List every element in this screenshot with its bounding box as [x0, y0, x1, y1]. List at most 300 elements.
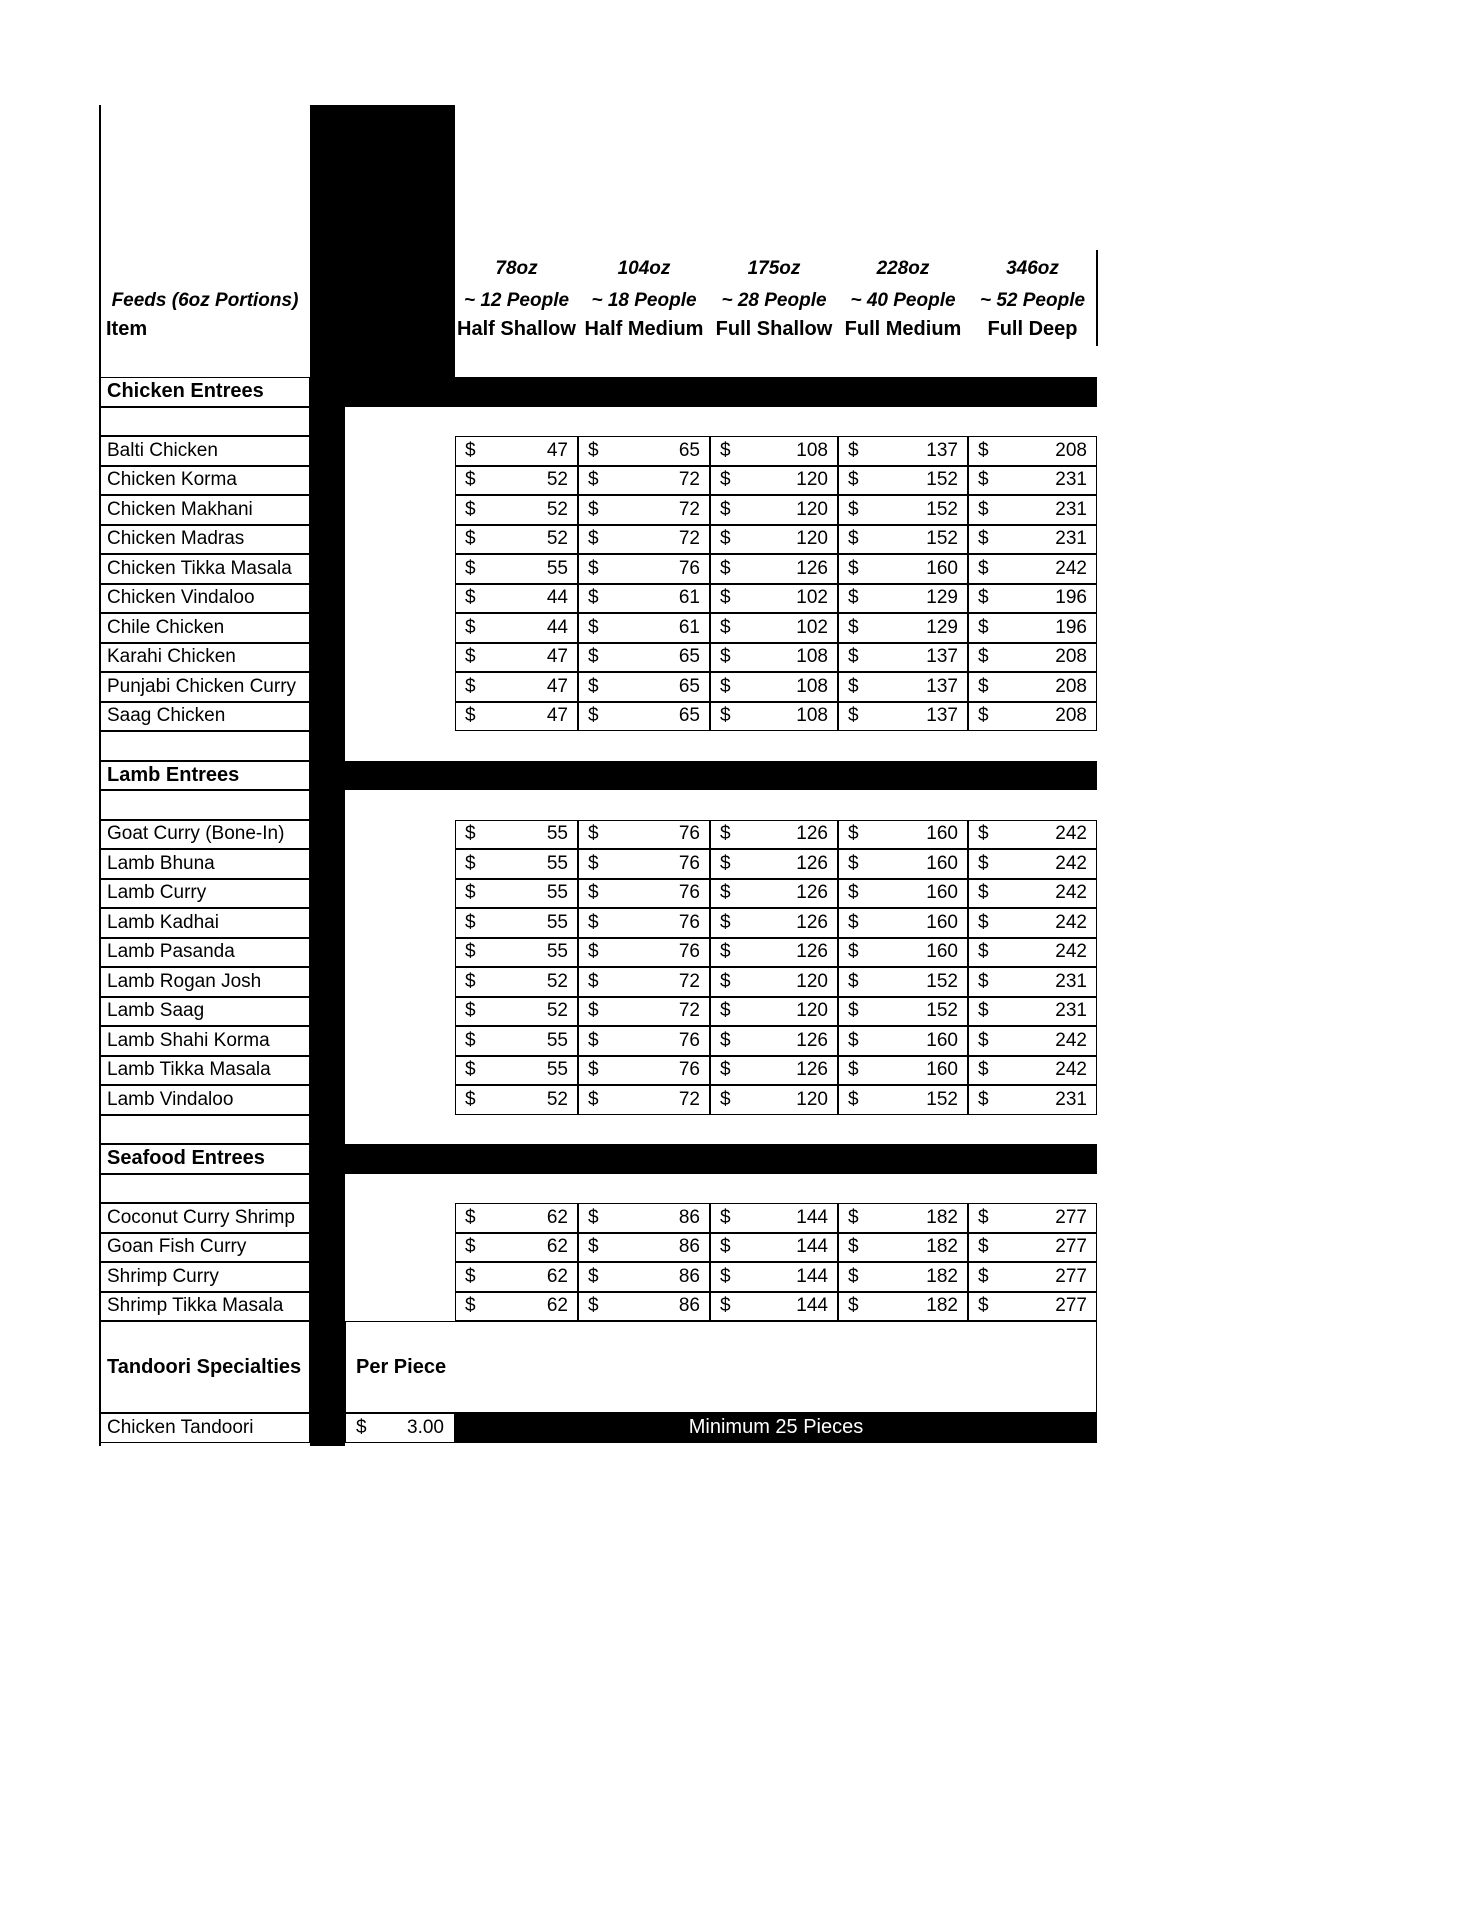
currency-symbol: $: [588, 705, 599, 727]
price-value: 47: [546, 705, 568, 727]
currency-symbol: $: [720, 528, 731, 550]
price-value: 76: [678, 882, 700, 904]
price-value: 65: [678, 675, 700, 697]
price-cell: [578, 466, 710, 496]
currency-symbol: $: [588, 498, 599, 520]
stripe-gap: [310, 1085, 345, 1115]
price-value: 182: [926, 1295, 958, 1317]
currency-symbol: $: [978, 705, 989, 727]
currency-symbol: $: [720, 469, 731, 491]
price-value: 62: [546, 1265, 568, 1287]
currency-symbol: $: [465, 498, 476, 520]
price-value: 137: [926, 705, 958, 727]
price-cell: [455, 702, 578, 732]
currency-symbol: $: [465, 1206, 476, 1228]
currency-symbol: $: [588, 1029, 599, 1051]
price-cell: [455, 584, 578, 614]
size-label: 175oz: [747, 258, 801, 279]
row-indent: [0, 761, 100, 791]
currency-symbol: $: [588, 1059, 599, 1081]
price-value: 231: [1055, 1088, 1087, 1110]
currency-symbol: $: [465, 852, 476, 874]
row-indent: [0, 967, 100, 997]
price-cell: [838, 1262, 968, 1292]
currency-symbol: $: [465, 469, 476, 491]
people-label: ~ 40 People: [850, 290, 956, 311]
row-indent: [0, 702, 100, 732]
people-label: ~ 18 People: [591, 290, 697, 311]
stripe-gap: [310, 466, 345, 496]
currency-symbol: $: [978, 1236, 989, 1258]
column-gap: [345, 849, 455, 879]
currency-symbol: $: [978, 528, 989, 550]
price-cell: [968, 1262, 1097, 1292]
feeds-label: Feeds (6oz Portions): [111, 290, 299, 311]
price-value: 102: [796, 616, 828, 638]
price-value: 231: [1055, 498, 1087, 520]
empty-name-cell: [100, 1174, 310, 1204]
item-name: Chicken Tandoori: [100, 1413, 310, 1443]
blank-row: [0, 407, 1484, 437]
price-cell: [578, 967, 710, 997]
currency-symbol: $: [588, 587, 599, 609]
currency-symbol: $: [720, 1206, 731, 1228]
item-name: Punjabi Chicken Curry: [100, 672, 310, 702]
price-value: 144: [796, 1206, 828, 1228]
people-label: ~ 12 People: [463, 290, 570, 311]
row-indent: [0, 407, 100, 437]
price-value: 3.00: [407, 1416, 444, 1438]
blank-row: [0, 1115, 1484, 1145]
currency-symbol: $: [720, 1236, 731, 1258]
row-indent: [0, 1233, 100, 1263]
currency-symbol: $: [588, 1000, 599, 1022]
column-gap: [345, 643, 455, 673]
currency-symbol: $: [848, 705, 859, 727]
price-cell: [838, 1026, 968, 1056]
price-cell: [838, 820, 968, 850]
item-row: [0, 554, 1484, 584]
price-value: 144: [796, 1236, 828, 1258]
item-name: Chicken Makhani: [100, 495, 310, 525]
price-cell: [968, 820, 1097, 850]
stripe-gap: [310, 1321, 345, 1413]
price-value: 72: [678, 970, 700, 992]
stripe-gap: [310, 820, 345, 850]
price-value: 144: [796, 1265, 828, 1287]
price-cell: [455, 1262, 578, 1292]
currency-symbol: $: [848, 1000, 859, 1022]
stripe-gap: [310, 495, 345, 525]
pan-label: Half Medium: [584, 318, 704, 340]
price-cell: [578, 613, 710, 643]
currency-symbol: $: [720, 646, 731, 668]
price-cell: [578, 584, 710, 614]
price-cell: [710, 820, 838, 850]
stripe-gap: [310, 849, 345, 879]
item-name: Chicken Madras: [100, 525, 310, 555]
currency-symbol: $: [465, 557, 476, 579]
price-value: 52: [546, 970, 568, 992]
price-cell: [455, 1203, 578, 1233]
row-indent: [0, 525, 100, 555]
price-value: 160: [926, 941, 958, 963]
price-cell: [838, 495, 968, 525]
row-indent: [0, 1056, 100, 1086]
item-name: Goat Curry (Bone-In): [100, 820, 310, 850]
price-cell: [838, 849, 968, 879]
price-cell: [345, 1413, 455, 1443]
currency-symbol: $: [720, 587, 731, 609]
column-gap: [345, 584, 455, 614]
item-name: Lamb Tikka Masala: [100, 1056, 310, 1086]
price-cell: [578, 672, 710, 702]
price-cell: [455, 1026, 578, 1056]
price-cell: [838, 525, 968, 555]
price-value: 129: [926, 616, 958, 638]
price-cell: [838, 672, 968, 702]
size-label: 228oz: [876, 258, 930, 279]
currency-symbol: $: [465, 1059, 476, 1081]
price-cell: [578, 997, 710, 1027]
price-cell: [838, 967, 968, 997]
price-value: 182: [926, 1236, 958, 1258]
price-value: 160: [926, 852, 958, 874]
price-value: 120: [796, 1088, 828, 1110]
stripe-gap: [310, 613, 345, 643]
column-gap: [345, 938, 455, 968]
currency-symbol: $: [978, 439, 989, 461]
price-value: 144: [796, 1295, 828, 1317]
minimum-note-bar: Minimum 25 Pieces: [455, 1413, 1097, 1443]
price-cell: [838, 1203, 968, 1233]
price-value: 208: [1055, 646, 1087, 668]
currency-symbol: $: [588, 528, 599, 550]
stripe-gap: [310, 554, 345, 584]
item-row: [0, 997, 1484, 1027]
price-cell: [710, 466, 838, 496]
price-cell: [838, 643, 968, 673]
price-cell: [710, 1262, 838, 1292]
price-cell: [968, 849, 1097, 879]
price-value: 76: [678, 911, 700, 933]
item-name: Lamb Kadhai: [100, 908, 310, 938]
price-value: 152: [926, 498, 958, 520]
stripe-gap: [310, 584, 345, 614]
header-black-block: [310, 105, 455, 377]
price-cell: [710, 908, 838, 938]
price-value: 120: [796, 469, 828, 491]
currency-symbol: $: [848, 587, 859, 609]
item-row: [0, 1233, 1484, 1263]
item-row: [0, 672, 1484, 702]
price-value: 108: [796, 705, 828, 727]
price-cell: [968, 938, 1097, 968]
currency-symbol: $: [588, 646, 599, 668]
price-cell: [968, 613, 1097, 643]
price-value: 62: [546, 1295, 568, 1317]
price-value: 52: [546, 469, 568, 491]
price-value: 126: [796, 823, 828, 845]
item-row: [0, 584, 1484, 614]
currency-symbol: $: [465, 823, 476, 845]
price-value: 208: [1055, 705, 1087, 727]
price-cell: [968, 1292, 1097, 1322]
price-value: 277: [1055, 1265, 1087, 1287]
column-gap: [345, 466, 455, 496]
column-gap: [345, 1026, 455, 1056]
currency-symbol: $: [588, 911, 599, 933]
price-value: 152: [926, 1088, 958, 1110]
currency-symbol: $: [978, 616, 989, 638]
stripe-gap: [310, 1292, 345, 1322]
price-value: 44: [546, 616, 568, 638]
item-row: [0, 820, 1484, 850]
price-cell: [838, 702, 968, 732]
price-value: 55: [546, 1029, 568, 1051]
item-row: [0, 1262, 1484, 1292]
currency-symbol: $: [848, 941, 859, 963]
price-cell: [838, 436, 968, 466]
currency-symbol: $: [465, 705, 476, 727]
column-gap: [345, 554, 455, 584]
price-value: 86: [678, 1236, 700, 1258]
row-indent: [0, 1174, 100, 1204]
price-cell: [455, 967, 578, 997]
price-cell: [710, 879, 838, 909]
price-value: 160: [926, 882, 958, 904]
price-cell: [578, 1203, 710, 1233]
currency-symbol: $: [720, 439, 731, 461]
stripe-gap: [310, 997, 345, 1027]
price-cell: [968, 1056, 1097, 1086]
row-indent: [0, 1115, 100, 1145]
currency-symbol: $: [848, 469, 859, 491]
price-cell: [968, 1026, 1097, 1056]
currency-symbol: $: [588, 439, 599, 461]
price-cell: [578, 820, 710, 850]
price-cell: [455, 1056, 578, 1086]
price-value: 126: [796, 1029, 828, 1051]
price-value: 76: [678, 852, 700, 874]
price-cell: [710, 702, 838, 732]
price-value: 62: [546, 1206, 568, 1228]
price-cell: [838, 879, 968, 909]
stripe-gap: [310, 879, 345, 909]
currency-symbol: $: [848, 439, 859, 461]
column-gap: [345, 702, 455, 732]
currency-symbol: $: [588, 941, 599, 963]
tandoori-section-title: Tandoori Specialties: [100, 1321, 310, 1413]
item-row: [0, 908, 1484, 938]
currency-symbol: $: [588, 852, 599, 874]
price-value: 208: [1055, 439, 1087, 461]
price-cell: [710, 1085, 838, 1115]
price-cell: [578, 849, 710, 879]
price-value: 108: [796, 675, 828, 697]
currency-symbol: $: [848, 1265, 859, 1287]
stripe-gap: [310, 643, 345, 673]
price-value: 182: [926, 1206, 958, 1228]
price-value: 126: [796, 852, 828, 874]
currency-symbol: $: [465, 528, 476, 550]
price-cell: [838, 997, 968, 1027]
row-indent: [0, 938, 100, 968]
item-name: Lamb Pasanda: [100, 938, 310, 968]
price-value: 55: [546, 823, 568, 845]
row-indent: [0, 731, 100, 761]
people-label: ~ 28 People: [721, 290, 827, 311]
currency-symbol: $: [720, 970, 731, 992]
item-row: [0, 1292, 1484, 1322]
currency-symbol: $: [978, 469, 989, 491]
price-cell: [710, 997, 838, 1027]
currency-symbol: $: [848, 646, 859, 668]
price-cell: [578, 495, 710, 525]
price-cell: [578, 1233, 710, 1263]
price-value: 86: [678, 1265, 700, 1287]
currency-symbol: $: [588, 1088, 599, 1110]
currency-symbol: $: [720, 823, 731, 845]
column-gap: [345, 908, 455, 938]
empty-name-cell: [100, 790, 310, 820]
stripe-gap: [310, 1233, 345, 1263]
pan-label: Full Shallow: [715, 318, 833, 340]
currency-symbol: $: [465, 882, 476, 904]
currency-symbol: $: [848, 911, 859, 933]
currency-symbol: $: [978, 911, 989, 933]
item-row: [0, 1203, 1484, 1233]
column-gap: [345, 997, 455, 1027]
price-cell: [710, 1056, 838, 1086]
item-name: Lamb Rogan Josh: [100, 967, 310, 997]
price-cell: [968, 997, 1097, 1027]
price-cell: [455, 466, 578, 496]
price-cell: [838, 613, 968, 643]
currency-symbol: $: [720, 941, 731, 963]
empty-name-cell: [100, 731, 310, 761]
row-indent: [0, 584, 100, 614]
currency-symbol: $: [588, 823, 599, 845]
row-indent: [0, 908, 100, 938]
stripe-gap: [310, 525, 345, 555]
price-table: [0, 377, 1484, 1443]
price-cell: [968, 702, 1097, 732]
price-value: 47: [546, 439, 568, 461]
price-value: 55: [546, 557, 568, 579]
row-indent: [0, 1413, 100, 1443]
row-indent: [0, 613, 100, 643]
price-cell: [968, 584, 1097, 614]
item-name: Lamb Vindaloo: [100, 1085, 310, 1115]
item-row: [0, 466, 1484, 496]
price-cell: [455, 1085, 578, 1115]
stripe-gap: [310, 672, 345, 702]
currency-symbol: $: [720, 1265, 731, 1287]
price-value: 182: [926, 1265, 958, 1287]
currency-symbol: $: [465, 1236, 476, 1258]
price-cell: [710, 554, 838, 584]
tandoori-section-row: [0, 1321, 1484, 1413]
stripe-gap: [310, 1144, 345, 1174]
price-value: 208: [1055, 675, 1087, 697]
price-value: 160: [926, 1029, 958, 1051]
currency-symbol: $: [588, 675, 599, 697]
price-value: 120: [796, 1000, 828, 1022]
currency-symbol: $: [720, 911, 731, 933]
currency-symbol: $: [720, 675, 731, 697]
currency-symbol: $: [720, 1088, 731, 1110]
price-value: 160: [926, 557, 958, 579]
price-value: 76: [678, 1059, 700, 1081]
price-value: 72: [678, 528, 700, 550]
currency-symbol: $: [978, 882, 989, 904]
row-indent: [0, 879, 100, 909]
price-cell: [578, 1056, 710, 1086]
currency-symbol: $: [978, 1000, 989, 1022]
price-cell: [710, 495, 838, 525]
price-cell: [710, 1233, 838, 1263]
price-value: 108: [796, 646, 828, 668]
price-cell: [578, 1085, 710, 1115]
item-name: Coconut Curry Shrimp: [100, 1203, 310, 1233]
currency-symbol: $: [848, 882, 859, 904]
price-value: 55: [546, 911, 568, 933]
currency-symbol: $: [720, 705, 731, 727]
row-indent: [0, 436, 100, 466]
price-value: 196: [1055, 616, 1087, 638]
currency-symbol: $: [978, 557, 989, 579]
item-name: Chicken Tikka Masala: [100, 554, 310, 584]
currency-symbol: $: [720, 882, 731, 904]
price-cell: [838, 938, 968, 968]
section-header-row: [0, 377, 1484, 407]
currency-symbol: $: [848, 1059, 859, 1081]
currency-symbol: $: [978, 1059, 989, 1081]
currency-symbol: $: [588, 1206, 599, 1228]
currency-symbol: $: [978, 675, 989, 697]
people-label: ~ 52 People: [979, 290, 1086, 311]
price-value: 52: [546, 1088, 568, 1110]
column-gap: [345, 879, 455, 909]
price-cell: [968, 643, 1097, 673]
column-gap: [345, 967, 455, 997]
pan-label: Full Medium: [844, 318, 962, 340]
price-value: 126: [796, 557, 828, 579]
price-value: 55: [546, 941, 568, 963]
price-cell: [578, 938, 710, 968]
row-indent: [0, 1262, 100, 1292]
price-value: 55: [546, 1059, 568, 1081]
currency-symbol: $: [848, 557, 859, 579]
currency-symbol: $: [848, 823, 859, 845]
price-cell: [968, 1203, 1097, 1233]
price-cell: [710, 672, 838, 702]
price-cell: [838, 1056, 968, 1086]
row-indent: [0, 849, 100, 879]
price-value: 126: [796, 941, 828, 963]
price-value: 120: [796, 528, 828, 550]
price-value: 231: [1055, 970, 1087, 992]
currency-symbol: $: [465, 1088, 476, 1110]
currency-symbol: $: [465, 1029, 476, 1051]
currency-symbol: $: [978, 1088, 989, 1110]
currency-symbol: $: [465, 675, 476, 697]
currency-symbol: $: [848, 1029, 859, 1051]
currency-symbol: $: [588, 1236, 599, 1258]
currency-symbol: $: [978, 1265, 989, 1287]
item-name: Lamb Bhuna: [100, 849, 310, 879]
